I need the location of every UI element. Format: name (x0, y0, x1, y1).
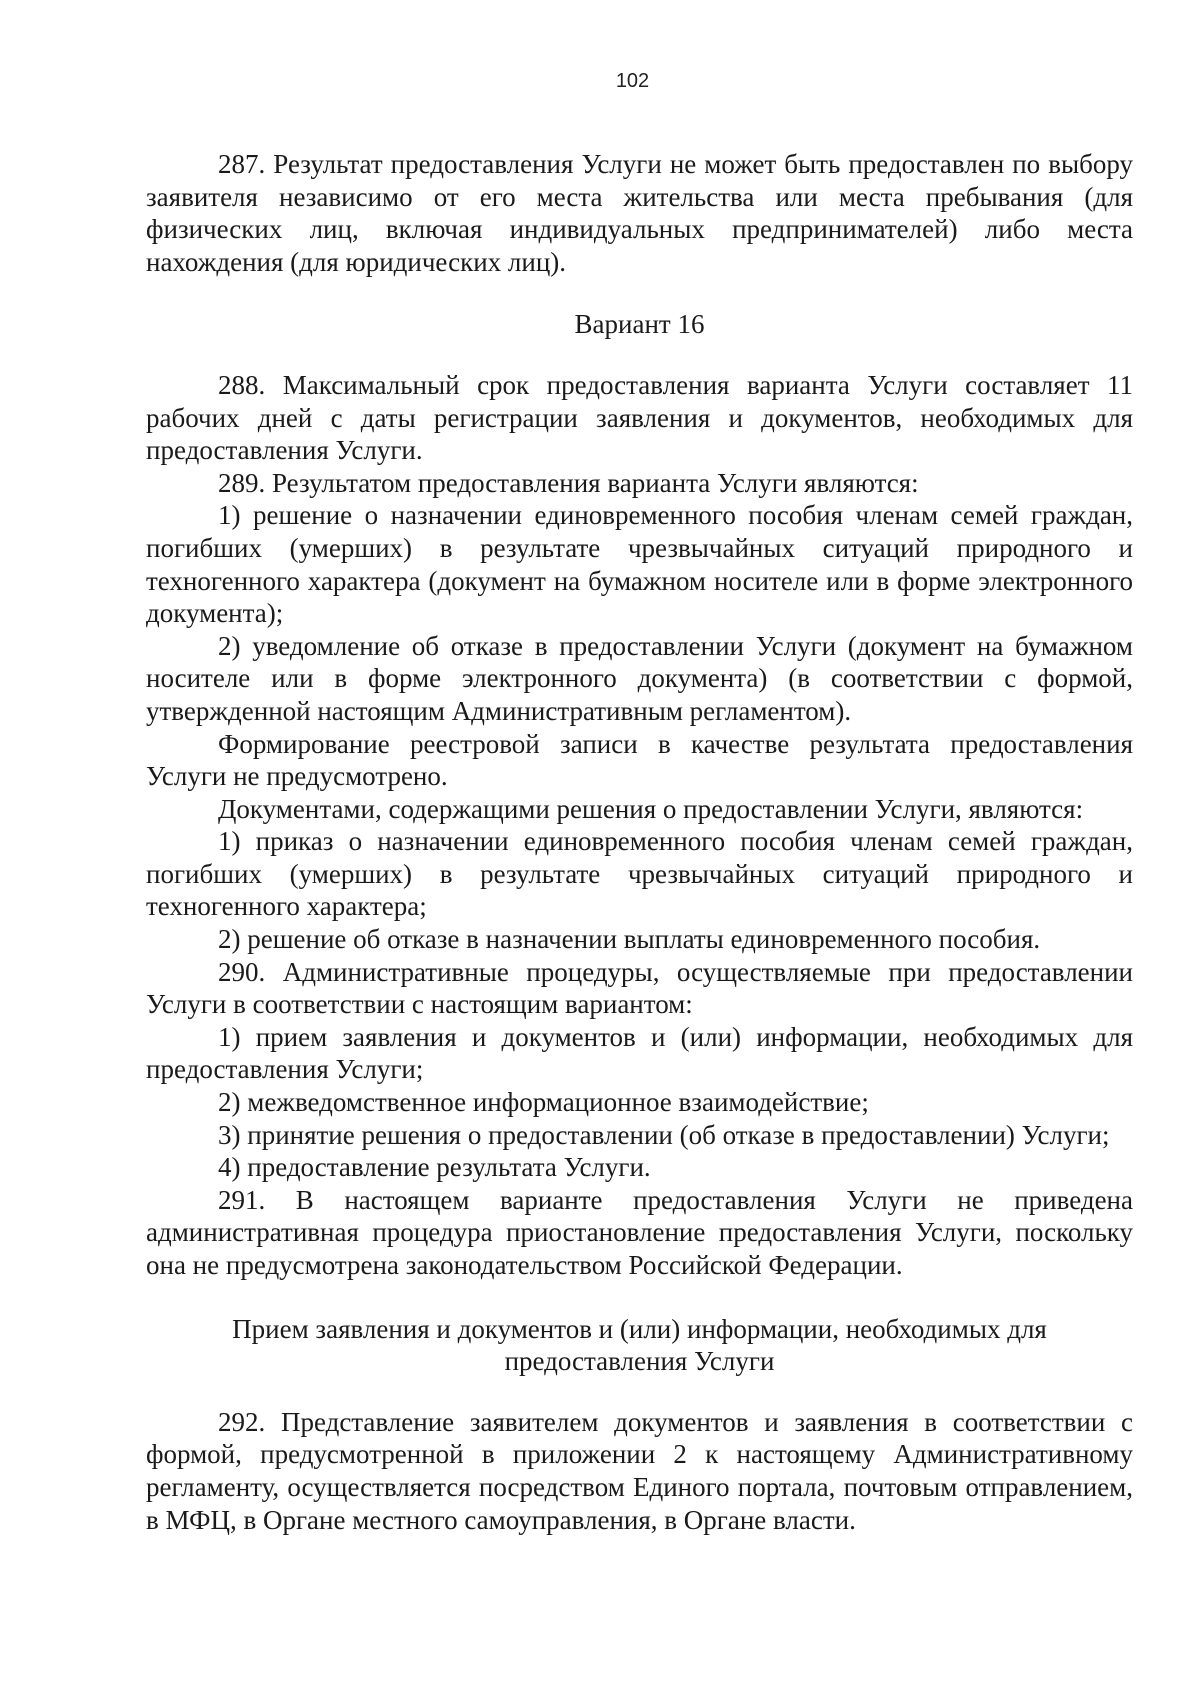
paragraph-289: 289. Результатом предоставления варианта Услуги являются: (218, 467, 919, 498)
list-item-decision-1: 1) приказ о назначении единовременного пособия членам семей граждан, погибших (умерших) в результате чрезвычайных ситуаций природного и техногенного характера; (146, 826, 1133, 922)
heading-section-reception: Прием заявления и документов и (или) информации, необходимых для предоставления Услуги (232, 1313, 1047, 1377)
paragraph-290: 290. Административные процедуры, осуществляемые при предоставлении Услуги в соответствии с настоящим вариантом: (146, 956, 1133, 1020)
paragraph-287: 287. Результат предоставления Услуги не может быть предоставлен по выбору заявителя независимо от его места жительства или места пребывания (для физических лиц, включая индивидуальных предпринимателей) либо места нахождения (для юридических лиц). (146, 149, 1133, 277)
paragraph-registry-record: Формирование реестровой записи в качестве результата предоставления Услуги не предусмотрено. (146, 728, 1133, 792)
list-item-decision-2: 2) решение об отказе в назначении выплаты единовременного пособия. (218, 924, 1041, 955)
heading-variant-16: Вариант 16 (574, 309, 705, 340)
list-item-289-2: 2) уведомление об отказе в предоставлении Услуги (документ на бумажном носителе или в форме электронного документа) (в соответствии с формой, утвержденной настоящим Административным регламентом). (146, 630, 1133, 726)
list-item-290-1: 1) прием заявления и документов и (или) информации, необходимых для предоставления Услуги; (146, 1021, 1133, 1085)
list-item-290-2: 2) межведомственное информационное взаимодействие; (218, 1087, 869, 1118)
list-item-290-4: 4) предоставление результата Услуги. (218, 1152, 651, 1183)
paragraph-291: 291. В настоящем варианте предоставления Услуги не приведена административная процедура приостановление предоставления Услуги, поскольку она не предусмотрена законодательством Российской Федерации. (146, 1184, 1133, 1280)
paragraph-288: 288. Максимальный срок предоставления варианта Услуги составляет 11 рабочих дней с даты регистрации заявления и документов, необходимых для предоставления Услуги. (146, 369, 1133, 466)
paragraph-decision-documents: Документами, содержащими решения о предоставлении Услуги, являются: (218, 793, 1084, 824)
page-number: 102 (615, 70, 650, 92)
paragraph-292: 292. Представление заявителем документов и заявления в соответствии с формой, предусмотренной в приложении 2 к настоящему Административному регламенту, осуществляется посредством Единого портала, почтовым отправлением, в МФЦ, в Органе местного самоуправления, в Органе власти. (146, 1406, 1133, 1535)
document-body (146, 148, 1133, 1536)
list-item-289-1: 1) решение о назначении единовременного пособия членам семей граждан, погибших (умерших) в результате чрезвычайных ситуаций природного и техногенного характера (документ на бумажном носителе или в форме электронного документа); (146, 500, 1133, 629)
list-item-290-3: 3) принятие решения о предоставлении (об отказе в предоставлении) Услуги; (218, 1119, 1110, 1150)
